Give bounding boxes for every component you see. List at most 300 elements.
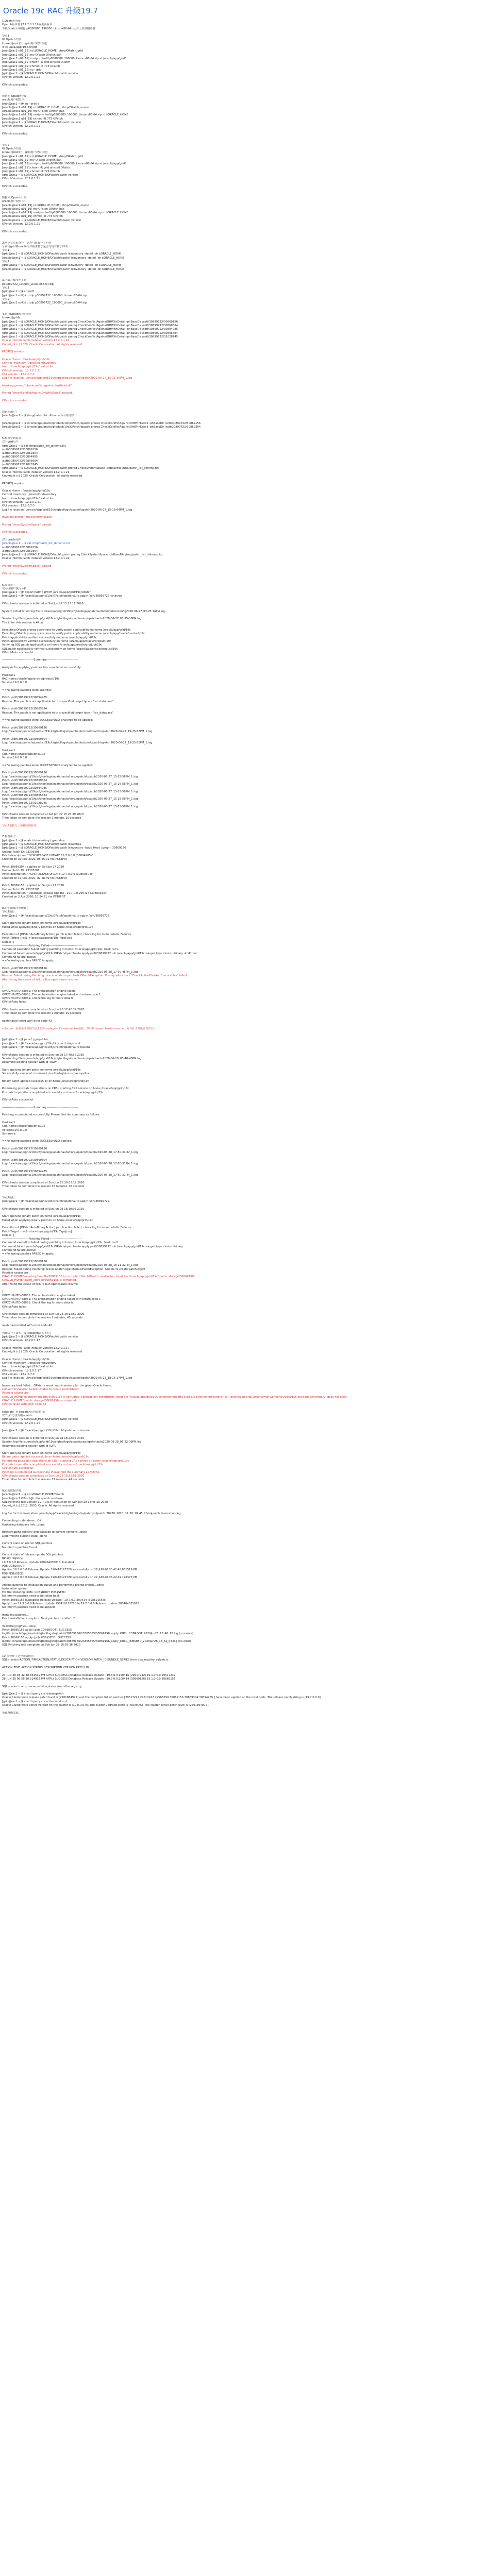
text-line: [grid@rac1 ~]$ $ORACLE_HOME/OPatch/opatch lspatches (2, 843, 81, 846)
text-line: GI Opatch升级： (2, 147, 24, 151)
blank-line (2, 80, 497, 83)
text-line: Log file location : /oracle/app/grid/19c/cfgtoollogs/opatch/opatch2020-06-28_18-16-17PM_1.log (2, 1377, 132, 1380)
blank-line (2, 1023, 497, 1027)
text-line: Host:rac1 (2, 673, 15, 677)
text-line: ] (2, 1290, 4, 1294)
blank-line (2, 832, 497, 835)
text-line: ---------------------------Patching Failed--------------------------------- (2, 1238, 82, 1241)
text-line: Prereq "checkSystemSpace" passed. (2, 523, 53, 527)
text-line: Patch 30869156 : applied on Sat Jun 27 2020 (2, 884, 64, 888)
text-line: 数据库 Opatch升级： (2, 196, 29, 199)
text-line: CRS Home:/oracle/app/grid/19c (2, 1125, 45, 1128)
text-line: [oracle@rac1 u01_19] mv OPatch OPatch.bak (2, 110, 64, 113)
text-line: OPatch version : 12.2.0.1.21 (2, 501, 41, 504)
text-line: Execution of [OPatchAutoBinaryAction] patch action failed, check log for more details. Failures: (2, 933, 132, 937)
blank-line (2, 723, 497, 726)
text-line: OPatchAuto failed. (2, 1001, 28, 1004)
text-line: Installing patches... (2, 1613, 29, 1617)
text-line: [root@rac1 ~]# /oracle/app/grid/19c/OPatch/opatchauto apply /soft/30899722 (2, 914, 110, 918)
blank-line (2, 1076, 497, 1079)
text-line: SQL Patching tool complete on Sun Jun 28 18:55:36 2020 (2, 1643, 81, 1647)
text-line: Log: /oracle/app/grid/19c/cfgtoollogs/opatchauto/core/opatch/opatch2020-06-28_17-50-31PM_1.log (2, 1162, 138, 1166)
text-line: [root@rac1 u01_19] chown -R grid:oinstall OPatch (2, 61, 71, 64)
text-line: 对于grid用户： (2, 440, 21, 444)
text-line: [oracle@rac1 ~]$ cat /tmp/patch_list_dbhome.txt (2, 542, 70, 546)
blank-line (2, 734, 497, 737)
blank-line (2, 1527, 497, 1531)
text-line: 至此升级完成。 (2, 1711, 22, 1715)
text-line: 分别用grid和oracle用户检查补丁是否与现有补丁冲突： (2, 245, 71, 248)
text-line: Installation queue: (2, 1587, 28, 1590)
text-line: [root@rac2 u01_19] cd $ORACLE_HOME ; /tmp/OPatch_grid (2, 155, 83, 158)
blank-line (2, 685, 497, 689)
text-line: 以root用户执行分析： (2, 587, 29, 590)
text-line: Time taken to complete the session 1 minute, 19 seconds (2, 816, 81, 820)
text-line: Postpatch operation completed successfully on home /oracle/app/grid/19c (2, 1463, 104, 1466)
text-line: ORACLE_HOME/inventory/oneoffs/30869156 is corrupted. PatchObject constructor: Input file "/oracle/app/grid/19c/inventory/oneoffs/30869156/etc/config/actions" or "/oracle/app/grid/19c/inventory/oneoffs/30869156/etc/config/inventory" does not exist. (2, 1395, 348, 1399)
text-line: 节点2： (2, 143, 12, 147)
text-line: 8.给下面顺序升级补丁 (2, 907, 29, 910)
text-line: OUI version : 12.2.0.7.0 (2, 372, 35, 376)
text-line: Version:19.0.0.0.0 (2, 1128, 27, 1132)
text-line: Executing OPatch prereq operations to verify patch applicability on home /oracle/app/oracle/product/19c (2, 632, 145, 636)
text-line: /soft/30899722/31028245 (2, 463, 38, 467)
text-line: Current state of release update SQL patches: (2, 1553, 64, 1557)
text-line: Unique Patch ID: 23305305 (2, 888, 40, 891)
blank-line (2, 1663, 497, 1666)
text-line: OPatchAuto successful. (2, 651, 34, 654)
text-line: Patch Target : rac2->/oracle/app/grid/19c Type[crs] (2, 1230, 72, 1233)
text-line: 以节点1方法升级opatch： (2, 1414, 35, 1418)
blank-line (2, 1482, 497, 1485)
text-line: [root@rac1 ~]# /oracle/app/grid/19c/bin/crsctl stop crs -f (2, 1042, 80, 1045)
text-line: Patch: /soft/30899722/30805684 (2, 794, 47, 798)
text-line: Possible causes are: (2, 1392, 30, 1395)
text-line: [oracle@rac2 u01_19] chmod -R 775 OPatch (2, 215, 63, 218)
text-line: Patch: /soft/30899722/30869304 (2, 737, 47, 741)
blank-line (2, 306, 497, 309)
blank-line (2, 599, 497, 602)
text-line: 2.两个节点检查补丁是否与现有补丁冲突 (2, 241, 52, 245)
blank-line (2, 1117, 497, 1121)
text-line: Oracle Interim Patch Installer version 12.2.0.1.21 (2, 339, 70, 343)
text-line: OPatch succeeded. (2, 230, 28, 233)
blank-line (2, 136, 497, 140)
blank-line (2, 238, 497, 241)
text-line: 节点1执行： (2, 910, 18, 914)
blank-line (2, 1651, 497, 1655)
text-line: [root@rac2 u01_19] mv OPatch OPatch.bak (2, 158, 62, 162)
text-line: [oracle@rac2 u01_19] cd $ORACLE_HOME ; /tmp/OPatch_oracle (2, 204, 89, 207)
text-line: OPatchauto session completed at Sun Jun 28 18:12:50 2020 (2, 1313, 85, 1316)
blank-line (2, 576, 497, 580)
text-line: [oracle@rac1 u01_19] cd $ORACLE_HOME ; /tmp/OPatch_oracle (2, 106, 89, 109)
text-line: OPatchauto session is initiated at Sun Jun 28 18:22:07 2020 (2, 1436, 85, 1440)
text-line: Oracle Interim Patch Installer version 12.2.0.1.17 (2, 1346, 70, 1350)
blank-line (2, 692, 497, 696)
text-line: 数据库用户： (2, 410, 19, 414)
text-line: Command execution failed during patching in home: /oracle/app/grid/19c, host: rac2. (2, 1241, 119, 1245)
blank-line (2, 140, 497, 144)
text-line: 4.执行Opatch冲突检查 (2, 313, 31, 316)
text-line: OUI version : 12.2.0.7.0 (2, 1372, 35, 1376)
text-line: 3.下载并解压补丁包 (2, 279, 27, 282)
text-line: Time taken to complete the session 1 minute, 29 seconds (2, 1012, 81, 1015)
text-line: [grid@rac1 ~]$ $ORACLE_HOME/OPatch/opatch prereq CheckConflictAgainstOHWithDetail -phBaseDir /soft/30899722/30894985 (2, 328, 178, 331)
blank-line (2, 1155, 497, 1159)
text-line: Reason: This patch is not applicable to this specified target type - "rac_database" (2, 711, 114, 715)
text-line: PDB CDB$ROOT: (2, 1565, 25, 1568)
blank-line (2, 1257, 497, 1260)
blank-line (2, 614, 497, 617)
text-line: /soft/30899722/30894985 (2, 455, 38, 459)
text-line: [oracle@rac2 u01_19] unzip -o /soft/p6880880_190000_Linux-x86-64.zip -d $ORACLE_HOME (2, 211, 129, 215)
blank-line (2, 1189, 497, 1192)
text-line: Patch: /soft/30899722/30894985 (2, 1170, 47, 1173)
text-line: Oracle Clusterware release patch level is [2701864972] and the complete list of patches [29517242 29517247 29585399 30869156 30869304 30894985 ] have been applied on the local node. The release patch string is [19.7.0.0.0]. (2, 1696, 322, 1700)
text-line: Log: /oracle/app/grid/19c/cfgtoollogs/opatchauto/core/opatch/opatch2020-06-27_15-25-58PM_1.log (2, 790, 138, 793)
text-line: Patch applicability verified successfully on home /oracle/app/grid/19c (2, 636, 97, 639)
text-line: Patching is completed successfully. Please find the summary as follows: (2, 1113, 101, 1117)
blank-line (2, 129, 497, 132)
text-line: Binary patch applied successfully on home /oracle/app/grid/19c (2, 1455, 89, 1459)
blank-line (2, 1083, 497, 1087)
blank-line (2, 87, 497, 91)
text-line: /soft/30899722/30805684 (2, 459, 38, 463)
text-line: [grid@rac1 ~]$ $ORACLE_HOME/OPatch/opatch prereq CheckConflictAgainstOHWithDetail -phBaseDir /soft/30899722/30869156 (2, 320, 178, 324)
text-line: Patch 30869156 (Database Release Update : 19.7.0.0.200414 (30869156)): (2, 1598, 106, 1602)
text-line: [oracle@rac1 ~]$ $ORACLE_HOME/OPatch/opatch version (2, 121, 81, 125)
text-line: Copyright (c) 2020, Oracle Corporation. All rights reserved. (2, 474, 83, 478)
text-line: Apply from 19.3.0.0.0 Release_Update 190410122720 to 19.7.0.0.0 Release_Update 200404035018 (2, 1602, 139, 1605)
text-line: Failed while applying binary patches on home /oracle/app/grid/19c (2, 1218, 93, 1222)
text-line: 数据库 Opatch升级： (2, 94, 29, 98)
blank-line (2, 1193, 497, 1196)
text-line: Log file for this invocation: /oracle/app/oracle/cfgtoollogs/sqlpatch/sqlpatch_28430_2020_06_28_18_45_20/sqlpatch_invocation.log (2, 1512, 181, 1515)
text-line: After fixing the cause of failure Run opatchauto resume (2, 1282, 78, 1286)
text-line: No interim patches need to be applied (2, 1606, 55, 1609)
text-line: Invoking prereq "checksystemspace" (2, 516, 53, 519)
blank-line (2, 381, 497, 384)
text-line: OPatch succeeded. (2, 132, 28, 135)
text-line: [oracle@rac1 OPatch]$ ./datapatch -verbose (2, 1497, 63, 1500)
blank-line (2, 963, 497, 967)
text-line: Current state of interim SQL patches: (2, 1542, 54, 1546)
blank-line (2, 1426, 497, 1429)
text-line: Patch: /soft/30899722/30869156 (2, 726, 47, 730)
text-line: SQL> select comp_name,version,status from dba_registry; (2, 1685, 82, 1688)
text-line: ACTION_TIME ACTION STATUS DESCRIPTION VERSION PATCH_ID (2, 1666, 89, 1670)
text-line: [root@rac1 ~]# su - oracle (2, 102, 39, 106)
text-line: Log: /oracle/app/grid/19c/cfgtoollogs/opatchauto/core/opatch/opatch2020-06-27_15-25-58PM_1.log (2, 775, 138, 778)
text-line: Patch installation complete. Total patches installed: 2 (2, 1617, 75, 1621)
text-line: Applied 19.3.0.0.0 Release_Update 190410122720 successfully on 27-JUN-20 03.42.48.861519 PM (2, 1568, 138, 1572)
blank-line (2, 226, 497, 230)
text-line: 1.Opatch升级： (2, 20, 23, 23)
text-line: PDB PDB$SEED: (2, 1572, 24, 1575)
text-line: [grid@rac2 ~]$ $ORACLE_HOME/OPatch/opatch lsinventory -detail -oh $ORACLE_HOME (2, 264, 122, 267)
text-line: Patch: /soft/30899722/30869156 (2, 1260, 47, 1263)
text-line: Execution of [OPatchAutoBinaryAction] patch action failed, check log for more details. Failures: (2, 1226, 132, 1230)
text-line: ] (2, 986, 4, 989)
text-line: ==Following patches were SUCCESSFULLY analyzed to be applied: (2, 764, 93, 767)
blank-line (2, 1550, 497, 1553)
text-line: OPatch succeeded. (2, 399, 28, 402)
text-line: solution：更新opatch后再次执行： (2, 1410, 47, 1414)
blank-line (2, 1689, 497, 1692)
text-line: For the following PDBs: CDB$ROOT PDB$SEED (2, 1591, 66, 1595)
blank-line (2, 1016, 497, 1020)
text-line: ---------------------------Patching Failed--------------------------------- (2, 944, 82, 948)
text-line: oracle用户权限下： (2, 98, 27, 102)
text-line: [grid@rac1 ~]$ $ORACLE_HOME/OPatch/opatch prereq CheckConflictAgainstOHWithDetail -phBaseDir /soft/30899722/30869304 (2, 324, 178, 328)
text-line: [grid@rac1 ~]$ $ORACLE_HOME/OPatch/opatch prereq CheckConflictAgainstOHWithDetail -phBaseDir /soft/30899722/31028245 (2, 335, 178, 338)
text-line: Validating logfiles...done (2, 1624, 36, 1628)
text-line: GI Opatch升级： (2, 38, 24, 42)
blank-line (2, 1035, 497, 1038)
blank-line (2, 1095, 497, 1098)
text-line: [grid@rac1 ~]$ $ORACLE_HOME/OPatch/opatch prereq CheckSystemSpace -phBaseFile /tmp/patch_list_gihome.txt (2, 467, 159, 470)
text-line: Log file location : /oracle/app/grid/19c/cfgtoollogs/opatch/opatch2020-06-27_15-11-36PM_1.log (2, 377, 132, 380)
blank-line (2, 1509, 497, 1512)
text-line: Oracle Home : /oracle/app/grid/19c (2, 358, 51, 361)
text-line: OUI version : 12.2.0.7.0 (2, 504, 35, 508)
blank-line (2, 91, 497, 95)
text-line: [grid@rac1 ~]$ opatch lsinventory | grep desc (2, 839, 66, 842)
blank-line (2, 1110, 497, 1113)
blank-line (2, 1707, 497, 1711)
text-line: ORACLE_HOME/.patch_storage/30869156 is corrupted. (2, 1399, 77, 1402)
blank-line (2, 1538, 497, 1542)
blank-line (2, 1103, 497, 1106)
text-line: /soft/30899722/30869156 (2, 448, 38, 451)
text-line: 再确认一下版本，发现opatch版本不对： (2, 1331, 53, 1335)
text-line: OPatchAuto failed. (2, 1305, 28, 1309)
text-line: oracle用户权限下： (2, 200, 27, 204)
text-line: [root@rac1 u01_19] mv OPatch OPatch.bak (2, 53, 62, 57)
article-body (2, 20, 497, 1715)
text-line: OPatchauto session completed at Sun Jun 28 17:40:24 2020 (2, 1008, 85, 1012)
text-line: OPatch Version: 12.2.0.1.21 (2, 125, 40, 128)
blank-line (2, 519, 497, 523)
blank-line (2, 1211, 497, 1215)
text-line: Start applying binary patch on home /oracle/app/grid/19c (2, 1068, 81, 1072)
text-line: Patch: /soft/30899722/30894985 (2, 786, 47, 790)
text-line: OPatch succeeded. (2, 83, 28, 87)
text-line: from : /oracle/app/grid/19c/oraInst.loc (2, 1365, 54, 1369)
blank-line (2, 1144, 497, 1147)
text-line: Oracle Interim Patch Installer version 12.2.0.1.21 (2, 470, 70, 474)
text-line: OPatch succeeded. (2, 531, 28, 534)
text-line: Bootstrapping registry and package to current versions...done (2, 1531, 87, 1534)
blank-line (2, 309, 497, 313)
text-line: [grid@rac1 ~]$ $ORACLE_HOME/OPatch/opatch lsinventory -detail -oh $ORACLE_HOME (2, 252, 122, 256)
text-line: Created on 19 Mar 2020, 02:28:49 hrs PST8PDT (2, 876, 68, 880)
text-line: SQL Patching tool version 19.7.0.0.0 Production on Sun Jun 28 18:45:20 2020 (2, 1500, 108, 1504)
text-line: [grid@rac1 ~]$ crsctl query crs releasepatch (2, 1692, 64, 1696)
text-line: PREREQ session (2, 482, 24, 485)
text-line: [root@rac1 u01_19] unzip -o /soft/p6880880_190000_Linux-x86-64.zip -d /oracle/app/grid/ (2, 57, 126, 60)
blank-line (2, 606, 497, 609)
blank-line (2, 745, 497, 749)
text-line: SQL patch applicability verified successfully on home /oracle/app/oracle/product/19c (2, 647, 118, 651)
text-line: Patching is completed successfully. Please find the summary as follows: (2, 1470, 101, 1474)
text-line: OPatch version : 12.2.0.1.21 (2, 369, 41, 372)
text-line: OPatchAuto successful. (2, 1467, 34, 1470)
blank-line (2, 1328, 497, 1331)
text-line: [grid@rac1 ~]$ $ORACLE_HOME/OPatch/opatch lsinventory -bugs_fixed | grep -i 30869156 (2, 846, 126, 850)
blank-line (2, 768, 497, 771)
blank-line (2, 655, 497, 658)
text-line: Analysis for applying patches has completed successfully: (2, 666, 81, 670)
text-line: Postpatch operation completed successfully on home /oracle/app/grid/19c (2, 1091, 104, 1094)
text-line: Command failure output: (2, 1249, 37, 1252)
blank-line (2, 181, 497, 185)
text-line: Failed while applying binary patches on home /oracle/app/grid/19c (2, 925, 93, 929)
text-line: Details: [ (2, 940, 14, 944)
text-line: 节点2执行： (2, 1196, 18, 1199)
text-line: Log: /oracle/app/grid/19c/cfgtoollogs/opatchauto/core/opatch/opatch2020-06-27_15-25-58PM_1.log (2, 798, 138, 801)
blank-line (2, 193, 497, 196)
blank-line (2, 820, 497, 824)
text-line: PREREQ session (2, 350, 24, 354)
text-line: LsInventorySession failed: Unable to create patchObject (2, 1388, 79, 1392)
text-line: opatchauto failed with error code 42 (2, 1019, 52, 1023)
text-line: Log file location : /oracle/app/grid/19c/cfgtoollogs/opatch/opatch2020-06-27_15-18-04PM_1.log (2, 508, 132, 512)
text-line: Patch Target : rac1->/oracle/app/grid/19c Type[crs] (2, 937, 72, 940)
text-line: OPatchAuto successful. (2, 1098, 34, 1102)
text-line: Reason: This patch is not applicable to this specified target type - "rac_database" (2, 700, 114, 703)
text-line: [grid@rac1 ~]$ $ORACLE_HOME/OPatch/opatch prereq CheckConflictAgainstOHWithDetail -phBaseDir /soft/30899722/30805684 (2, 331, 178, 335)
text-line: OPATCHAUTO-68061: Check the log for more details. (2, 997, 74, 1001)
blank-line (2, 388, 497, 392)
text-line: /soft/30899722/30869304 (2, 549, 38, 553)
text-line: Time taken to complete the session 2 minutes, 45 seconds (2, 1316, 83, 1320)
text-line: --------------------------------Summary-------------------------------- (2, 1106, 78, 1109)
text-line: Prereq "checkSystemSpace" passed. (2, 565, 53, 568)
text-line: /soft/30899722/30869156 (2, 546, 38, 549)
text-line: 节点1： (2, 249, 12, 252)
blank-line (2, 433, 497, 437)
blank-line (2, 478, 497, 482)
text-line: OPatch succeeded. (2, 572, 28, 575)
text-line: 节点1： (2, 286, 12, 290)
text-line: System initialization log file is /oracle/app/grid/19c/cfgtoollogs/opatchautodb/systemconfig2020-06-27_03-25-14PM.log. (2, 609, 166, 613)
blank-line (2, 760, 497, 764)
text-line: opatchauto failed with error code 42 (2, 1324, 52, 1328)
text-line: Linux(用grid)： (2, 316, 23, 320)
text-line: Performing postpatch operations on CRS - starting CRS service on home /oracle/app/grid/19c (2, 1087, 129, 1091)
text-line: 19.7.0.0.0 Release_Update 200404035018: Installed (2, 1561, 74, 1564)
blank-line (2, 1648, 497, 1651)
text-line: OPatch Version: 12.2.0.1.21 (2, 177, 40, 181)
text-line: [grid@rac1 ~]$ $ORACLE_HOME/OPatch/opatch version (2, 72, 78, 76)
blank-line (2, 347, 497, 350)
blank-line (2, 1486, 497, 1489)
text-line: Binary registry: (2, 1557, 23, 1561)
text-line: 10.检查补丁是否升级成功 (2, 1655, 34, 1658)
text-line: Performing postpatch operations on CRS - starting CRS service on home /oracle/app/grid/19c (2, 1459, 129, 1463)
text-line: Log: /oracle/app/grid/19c/cfgtoollogs/opatchauto/core/opatch/opatch2020-06-27_15-25-58PM_1.log (2, 783, 138, 786)
text-line: Command failed: /oracle/app/grid/19c/OPatch/opatchauto apply /soft/30899722 -oh /oracle/app/grid/19c -target_type cluster -binary -invPtrLoc (2, 952, 197, 955)
text-line: /soft/30899722/30869304 (2, 452, 38, 455)
text-line: Log: /oracle/app/oracle/product/19c/cfgtoollogs/opatchauto/core/opatch/opatch2020-06-27_15-25-58PM_1.log (2, 730, 153, 734)
text-line: [grid@rac2 ~]$ $ORACLE_HOME/OPatch/opatch version (2, 1418, 78, 1421)
text-line: OPATCHAUTO-68061: The orchestration engine failed with return code 1 (2, 993, 101, 996)
blank-line (2, 828, 497, 832)
text-line: 对于oracle用户： (2, 538, 24, 541)
blank-line (2, 982, 497, 986)
text-line: # cd /u01/app/19.3.0/grid (2, 46, 38, 49)
text-line: [oracle@rac2 u01_19] mv OPatch OPatch.bak (2, 207, 64, 211)
text-line: After fixing the cause of failure Run opatchauto resume (2, 978, 78, 981)
text-line: Gathering database info...done (2, 1523, 45, 1527)
text-line: [grid@rac1 ~]$ ps -ef | grep d.bin (2, 1038, 48, 1042)
text-line: [grid@rac1 ~]$ crsctl query crs activeversion -f (2, 1700, 68, 1703)
text-line: logfile: /oracle/app/oracle/cfgtoollogs/sqlpatch/30869156/23305305/30869156_apply_ORCL_CDBROOT_2020Jun28_18_46_12.log (no errors) (2, 1632, 194, 1636)
text-line: Start applying binary patch on home /oracle/app/grid/19c (2, 1452, 81, 1455)
blank-line (2, 1610, 497, 1614)
text-line: Patch applicability verified successfully on home /oracle/app/oracle/product/19c (2, 639, 111, 643)
text-line: 28-JUN-20 06.55.30.514932 PM APPLY SUCCESS Database Release Update : 19.7.0.0.200414 (30869156) 19.1.0.0.0 30869156 (2, 1677, 176, 1681)
text-line: Possible causes are: (2, 1271, 30, 1275)
blank-line (2, 512, 497, 516)
text-line: Patch 30869156 apply (pdb PDB$SEED): SUCCESS (2, 1636, 71, 1639)
text-line: [root@rac1 u01_19] cd $ORACLE_HOME ; /tmp/OPatch_grid (2, 49, 83, 53)
text-line: Linux(用root)下，grid用户权限下进： (2, 42, 50, 45)
text-line: OPatch Version: 12.2.0.1.21 (2, 1421, 40, 1425)
text-line: ORACLE_HOME/inventory/oneoffs/30869156 is corrupted. PatchObject constructor: Input file "/oracle/app/grid/19c/.patch_storage/30869156" (2, 1275, 195, 1279)
blank-line (2, 403, 497, 406)
blank-line (2, 670, 497, 673)
text-line: 节点2也执行上面相同的操作。 (2, 824, 40, 827)
text-line: Log: /oracle/app/oracle/product/19c/cfgtoollogs/opatchauto/core/opatch/opatch2020-06-27_15-25-58PM_1.log (2, 741, 153, 744)
text-line: Version:19.0.0.0.0 (2, 756, 27, 760)
text-line: [root@rac2 u01_19] chmod -R 775 OPatch (2, 170, 60, 173)
text-line: Host:rac1 (2, 1121, 15, 1124)
text-line: ==Following patches were SKIPPED: (2, 688, 52, 692)
blank-line (2, 1580, 497, 1583)
text-line: 节点2： (2, 260, 12, 263)
text-line: from : /oracle/app/grid/19c/oraInst.loc (2, 365, 54, 369)
text-line: OPatch version : 12.2.0.1.17 (2, 1369, 41, 1372)
text-line: Unique Patch ID: 23305305 (2, 850, 40, 854)
text-line: ==Following patches were SUCCESSFULLY analyzed to be applied: (2, 719, 93, 722)
blank-line (2, 1343, 497, 1347)
blank-line (2, 1380, 497, 1384)
text-line: Version:19.0.0.0.0 (2, 681, 27, 685)
text-line: RAC Home:/oracle/app/oracle/product/19c (2, 677, 60, 681)
blank-line (2, 1136, 497, 1140)
text-line: ORACLE_HOME/.patch_storage/30869156 is corrupted. (2, 1279, 77, 1282)
blank-line (2, 1354, 497, 1358)
blank-line (2, 561, 497, 565)
blank-line (2, 486, 497, 489)
text-line: Patch: /soft/30899722/30869304 (2, 1158, 47, 1162)
text-line: Command execution failed during patching in home: /oracle/app/grid/19c, host: rac1. (2, 948, 119, 952)
text-line: [oracle@rac2 ~]$ $ORACLE_HOME/OPatch/opatch version (2, 218, 81, 222)
text-line: [root@rac1 ~]# /oracle/app/grid/19c/OPatch/opatchauto resume (2, 1046, 91, 1049)
text-line: Log: /oracle/app/grid/19c/cfgtoollogs/opatchauto/core/opatch/opatch2020-06-28_18-11-22PM_1.log (2, 1264, 138, 1267)
text-line: OPATCHAUTO-68061: The orchestration engine failed with return code 1 (2, 1297, 101, 1301)
text-line: Time taken to complete the session 16 minutes, 36 seconds (2, 1185, 85, 1189)
text-line: OPatchauto session completed at Sun Jun 28 18:05:12 2020 (2, 1181, 85, 1184)
text-line: [root@rac2 u01_19] unzip -o /soft/p6880880_190000_Linux-x86-64.zip -d /oracle/app/grid/ (2, 162, 126, 166)
text-line: Copyright (c) 2020, Oracle Corporation. All rights reserved. (2, 1350, 83, 1354)
text-line: OPatchauto session is initiated at Sat Jun 27 15:25:11 2020 (2, 602, 84, 606)
text-line: Details: [ (2, 1233, 14, 1237)
text-line: [grid@rac1 ~]$ cat /tmp/patch_list_gihome.txt (2, 444, 66, 448)
